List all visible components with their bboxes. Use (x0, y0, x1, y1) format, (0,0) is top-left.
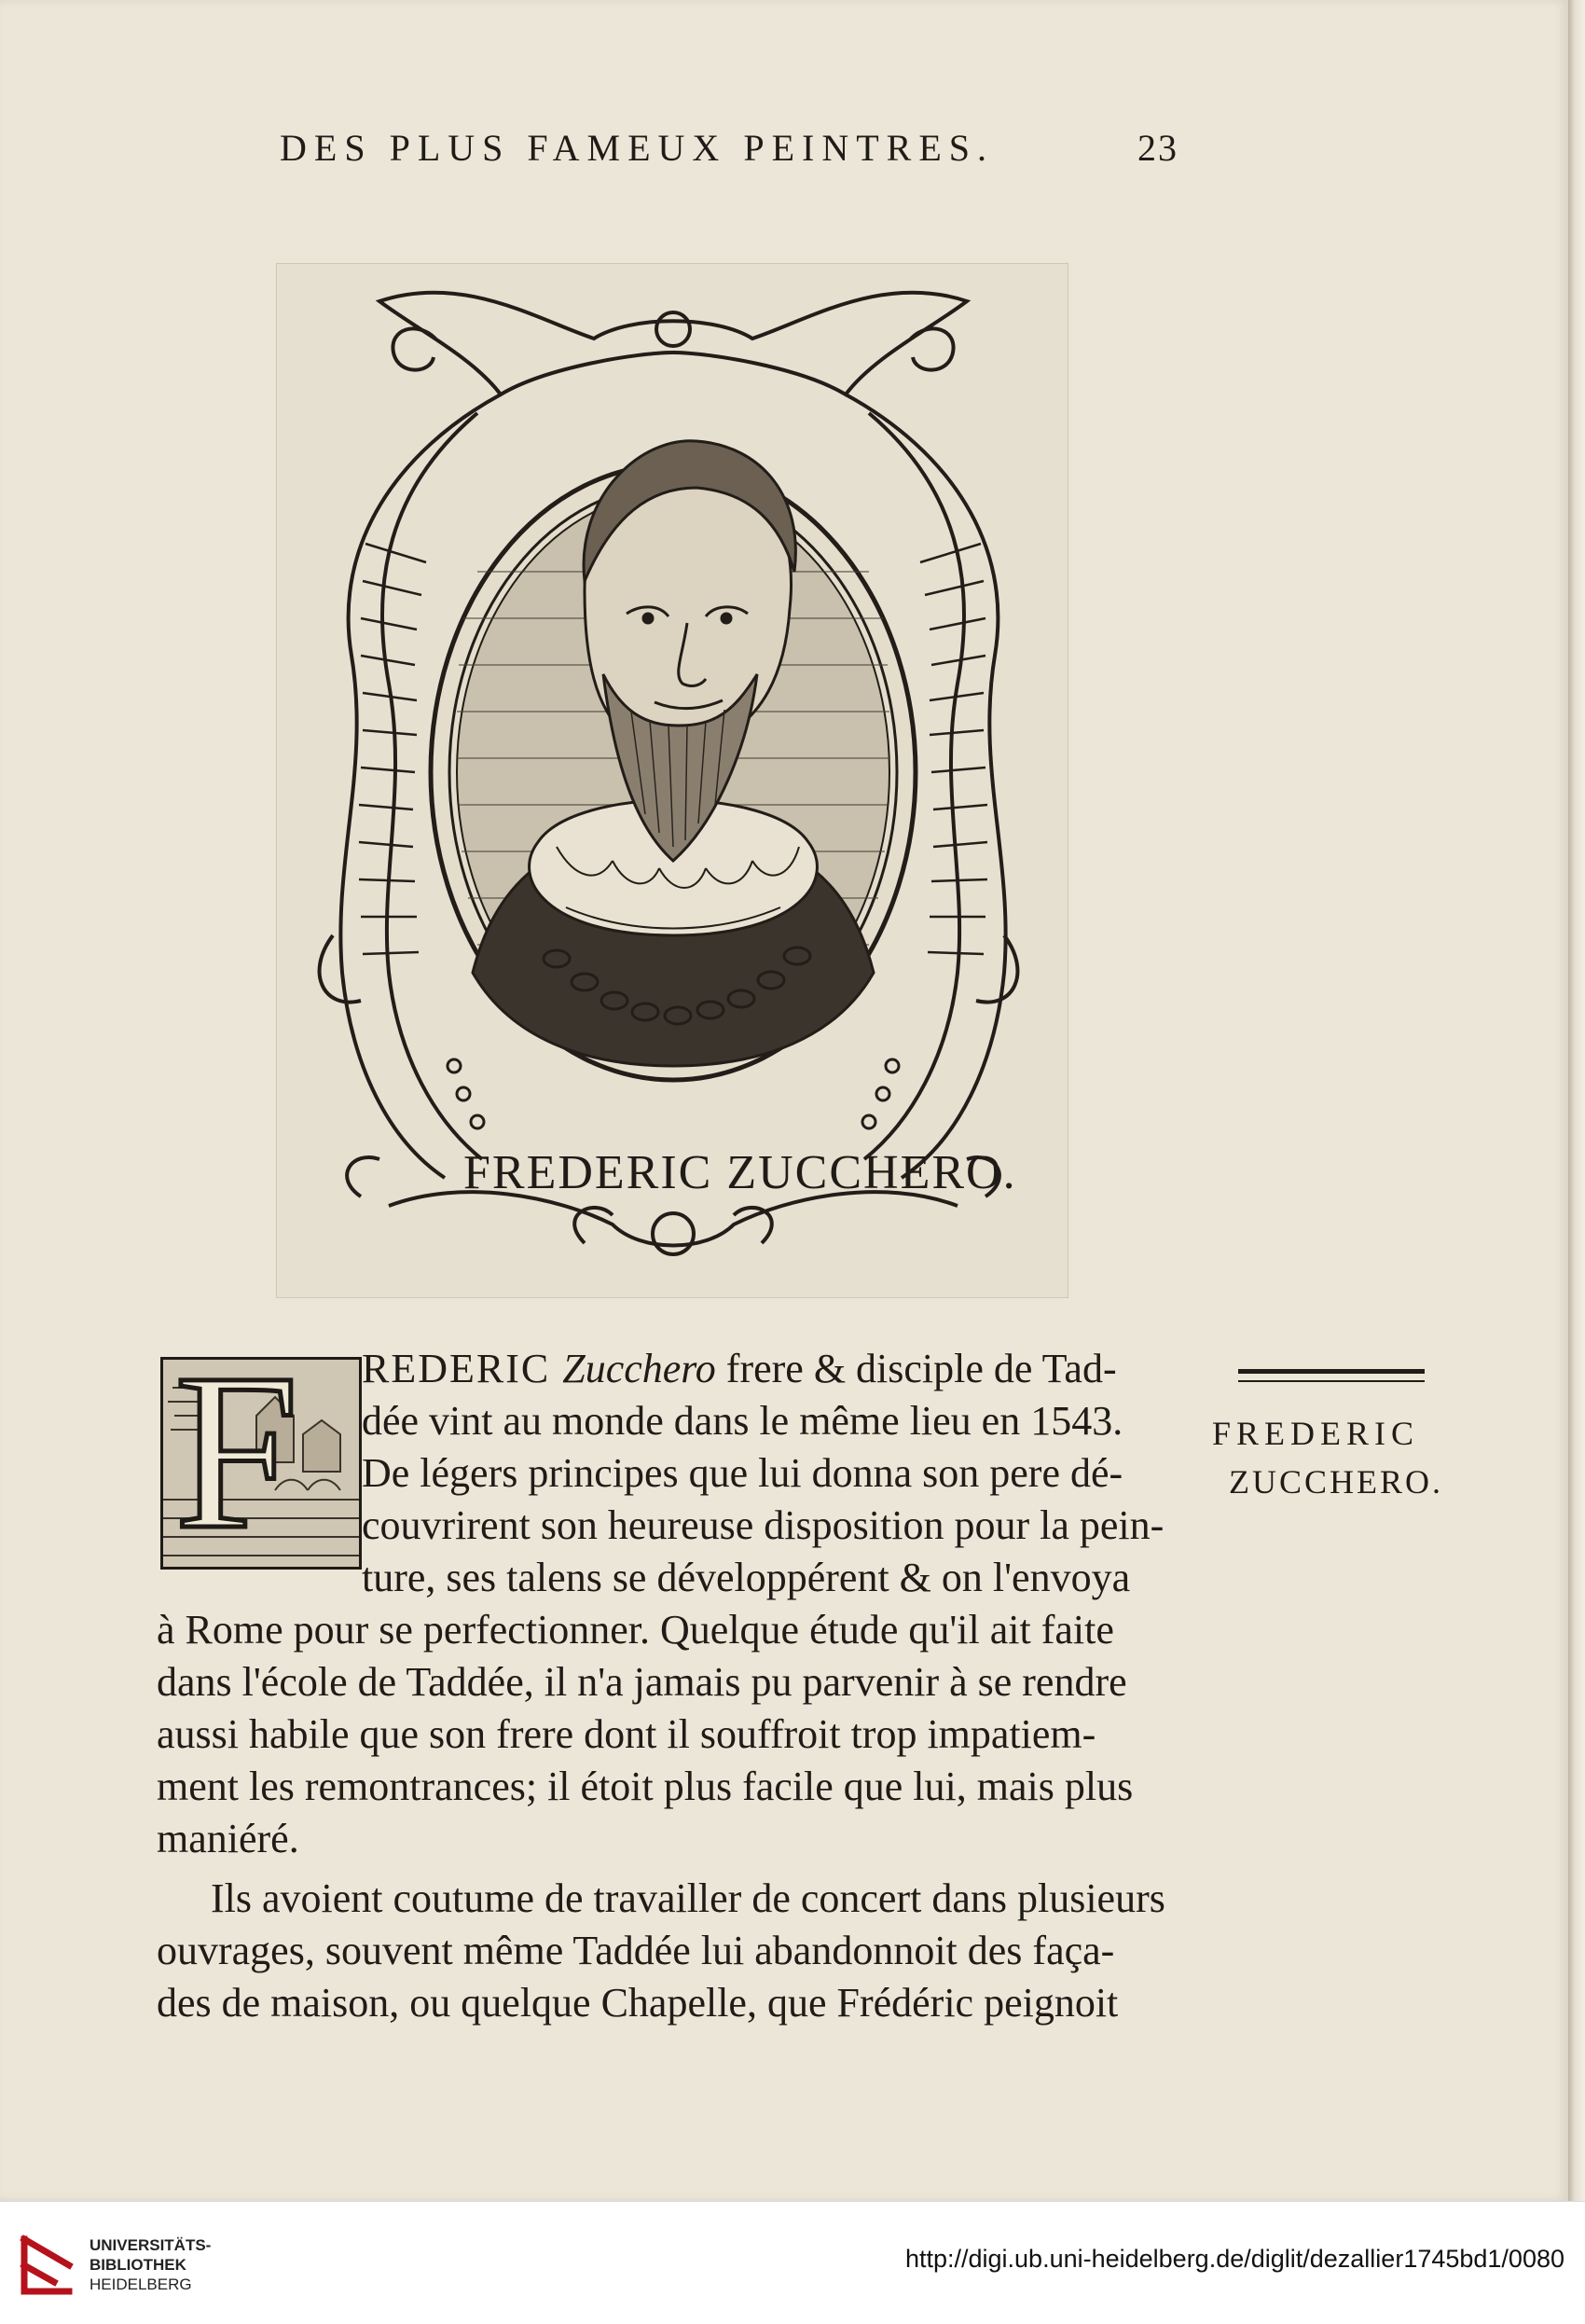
page-number: 23 (1137, 127, 1178, 169)
text-line-2: dée vint au monde dans le même lieu en 1543. (362, 1398, 1123, 1444)
institution-line-3: HEIDELBERG (90, 2276, 192, 2293)
text-line-1-lead: REDERIC (362, 1346, 563, 1391)
heidelberg-library-logo-icon[interactable] (17, 2232, 76, 2299)
institution-name (90, 2235, 211, 2294)
margin-note-line-2: ZUCCHERO. (1229, 1463, 1444, 1501)
text-line-1 (362, 1343, 1117, 1395)
text-line-1-rest: frere & disciple de Tad- (715, 1346, 1117, 1391)
margin-note-line-1: FREDERIC (1212, 1415, 1420, 1452)
text-line-11: Ils avoient coutume de travailler de concert dans plusieurs (211, 1875, 1165, 1921)
text-line-13: des de maison, ou quelque Chapelle, que Frédéric peignoit (157, 1980, 1119, 2026)
text-line-4: couvrirent son heureuse disposition pour la pein- (362, 1502, 1165, 1548)
footer-bar (0, 2201, 1585, 2324)
margin-rule-thin (1238, 1380, 1425, 1382)
text-line-8: aussi habile que son frere dont il souffroit trop impatiem- (157, 1711, 1096, 1757)
text-line-3: De légers principes que lui donna son pere dé- (362, 1450, 1123, 1496)
text-line-7: dans l'école de Taddée, il n'a jamais pu parvenir à se rendre (157, 1659, 1127, 1705)
portrait-engraving-icon (277, 264, 1068, 1297)
plate-caption: FREDERIC ZUCCHERO. (463, 1146, 1017, 1199)
text-line-10: maniéré. (157, 1816, 299, 1861)
text-line-5: ture, ses talens se développérent & on l'envoya (362, 1555, 1131, 1600)
page-edge (1568, 0, 1585, 2201)
text-line-9: ment les remontrances; il étoit plus facile que lui, mais plus (157, 1764, 1134, 1809)
text-line-1-italic: Zucchero (562, 1346, 716, 1391)
institution-line-2: BIBLIOTHEK (90, 2256, 186, 2274)
running-head-title: DES PLUS FAMEUX PEINTRES. (280, 127, 994, 169)
institution-line-1: UNIVERSITÄTS- (90, 2236, 212, 2254)
running-head (280, 126, 1212, 182)
decorated-initial (160, 1357, 362, 1570)
permalink-url[interactable]: http://digi.ub.uni-heidelberg.de/diglit/dezallier1745bd1/0080 (904, 2245, 1564, 2273)
text-line-6: à Rome pour se perfectionner. Quelque étude qu'il ait faite (157, 1607, 1114, 1653)
text-line-12: ouvrages, souvent même Taddée lui abandonnoit des faça- (157, 1928, 1115, 1973)
margin-rule-thick (1238, 1369, 1425, 1374)
dropcap-letter: F (174, 1357, 299, 1570)
engraved-portrait-plate (276, 263, 1068, 1298)
